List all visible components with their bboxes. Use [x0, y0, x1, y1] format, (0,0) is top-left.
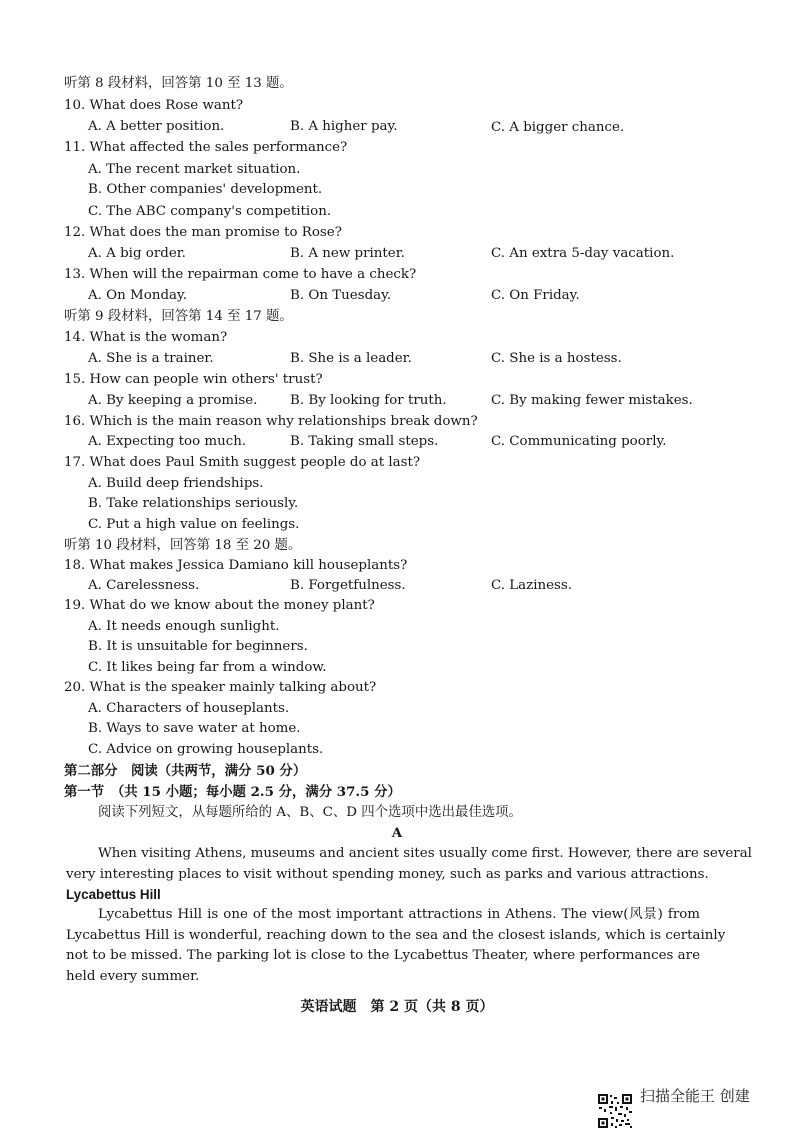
q19-option-b: B. It is unsuitable for beginners. [88, 639, 308, 654]
q14-option-c: C. She is a hostess. [491, 351, 622, 366]
reading-instruction: 阅读下列短文，从每题所给的 A、B、C、D 四个选项中选出最佳选项。 [98, 805, 522, 820]
scanner-watermark-label: 扫描全能王 创建 [640, 1087, 750, 1105]
q18-option-b: B. Forgetfulness. [290, 578, 406, 593]
q20-option-a: A. Characters of houseplants. [88, 701, 290, 716]
q12-option-b: B. A new printer. [290, 246, 405, 261]
paragraph-2-line-1: Lycabettus Hill is one of the most important attractions in Athens. The view(风景) from [98, 907, 700, 922]
question-19: 19. What do we know about the money plant? [64, 598, 375, 613]
paragraph-1-line-2: very interesting places to visit without spending money, such as parks and various attractions. [66, 867, 709, 882]
q13-option-a: A. On Monday. [88, 288, 188, 303]
paragraph-1-line-1: When visiting Athens, museums and ancient sites usually come first. However, there are several [98, 846, 752, 861]
q17-option-c: C. Put a high value on feelings. [88, 517, 300, 532]
question-10: 10. What does Rose want? [64, 98, 244, 113]
q19-option-c: C. It likes being far from a window. [88, 660, 327, 675]
passage-label: A [391, 825, 403, 841]
q12-option-c: C. An extra 5-day vacation. [491, 246, 675, 261]
section-8-heading: 听第 8 段材料，回答第 10 至 13 题。 [64, 76, 293, 91]
q16-option-c: C. Communicating poorly. [491, 434, 667, 449]
paragraph-2-line-3: not to be missed. The parking lot is close to the Lycabettus Theater, where performances are [66, 948, 700, 963]
section-9-heading: 听第 9 段材料，回答第 14 至 17 题。 [64, 309, 293, 324]
q14-option-a: A. She is a trainer. [88, 351, 214, 366]
question-20: 20. What is the speaker mainly talking about? [64, 680, 377, 695]
section-10-heading: 听第 10 段材料，回答第 18 至 20 题。 [64, 538, 302, 553]
question-16: 16. Which is the main reason why relationships break down? [64, 414, 478, 429]
question-12: 12. What does the man promise to Rose? [64, 225, 342, 240]
q13-option-c: C. On Friday. [491, 288, 580, 303]
q17-option-b: B. Take relationships seriously. [88, 496, 299, 511]
question-17: 17. What does Paul Smith suggest people do at last? [64, 455, 421, 470]
part-2-heading: 第二部分 阅读（共两节，满分 50 分） [64, 763, 307, 779]
paragraph-2-line-2: Lycabettus Hill is wonderful, reaching down to the sea and the closest islands, which is certainly [66, 928, 726, 943]
q13-option-b: B. On Tuesday. [290, 288, 392, 303]
q15-option-a: A. By keeping a promise. [88, 393, 258, 408]
question-11: 11. What affected the sales performance? [64, 140, 348, 155]
question-18: 18. What makes Jessica Damiano kill houseplants? [64, 558, 408, 573]
q15-option-c: C. By making fewer mistakes. [491, 393, 693, 408]
page-footer: 英语试题 第 2 页（共 8 页） [300, 999, 494, 1015]
q11-option-c: C. The ABC company's competition. [88, 204, 332, 219]
q16-option-a: A. Expecting too much. [88, 434, 247, 449]
q17-option-a: A. Build deep friendships. [88, 476, 264, 491]
question-14: 14. What is the woman? [64, 330, 228, 345]
question-13: 13. When will the repairman come to have a check? [64, 267, 417, 282]
q11-option-b: B. Other companies' development. [88, 182, 323, 197]
q20-option-b: B. Ways to save water at home. [88, 721, 301, 736]
q16-option-b: B. Taking small steps. [290, 434, 439, 449]
q10-option-c: C. A bigger chance. [491, 120, 625, 135]
subheading-lycabettus-hill: Lycabettus Hill [66, 887, 161, 902]
section-1-heading: 第一节 （共 15 小题；每小题 2.5 分，满分 37.5 分） [64, 784, 401, 800]
q12-option-a: A. A big order. [88, 246, 186, 261]
q15-option-b: B. By looking for truth. [290, 393, 447, 408]
q10-option-a: A. A better position. [88, 119, 225, 134]
q14-option-b: B. She is a leader. [290, 351, 412, 366]
question-15: 15. How can people win others' trust? [64, 372, 323, 387]
q20-option-c: C. Advice on growing houseplants. [88, 742, 324, 757]
q19-option-a: A. It needs enough sunlight. [88, 619, 280, 634]
q10-option-b: B. A higher pay. [290, 119, 398, 134]
q18-option-a: A. Carelessness. [88, 578, 200, 593]
paragraph-2-line-4: held every summer. [66, 969, 200, 984]
q18-option-c: C. Laziness. [491, 578, 573, 593]
q11-option-a: A. The recent market situation. [88, 162, 301, 177]
